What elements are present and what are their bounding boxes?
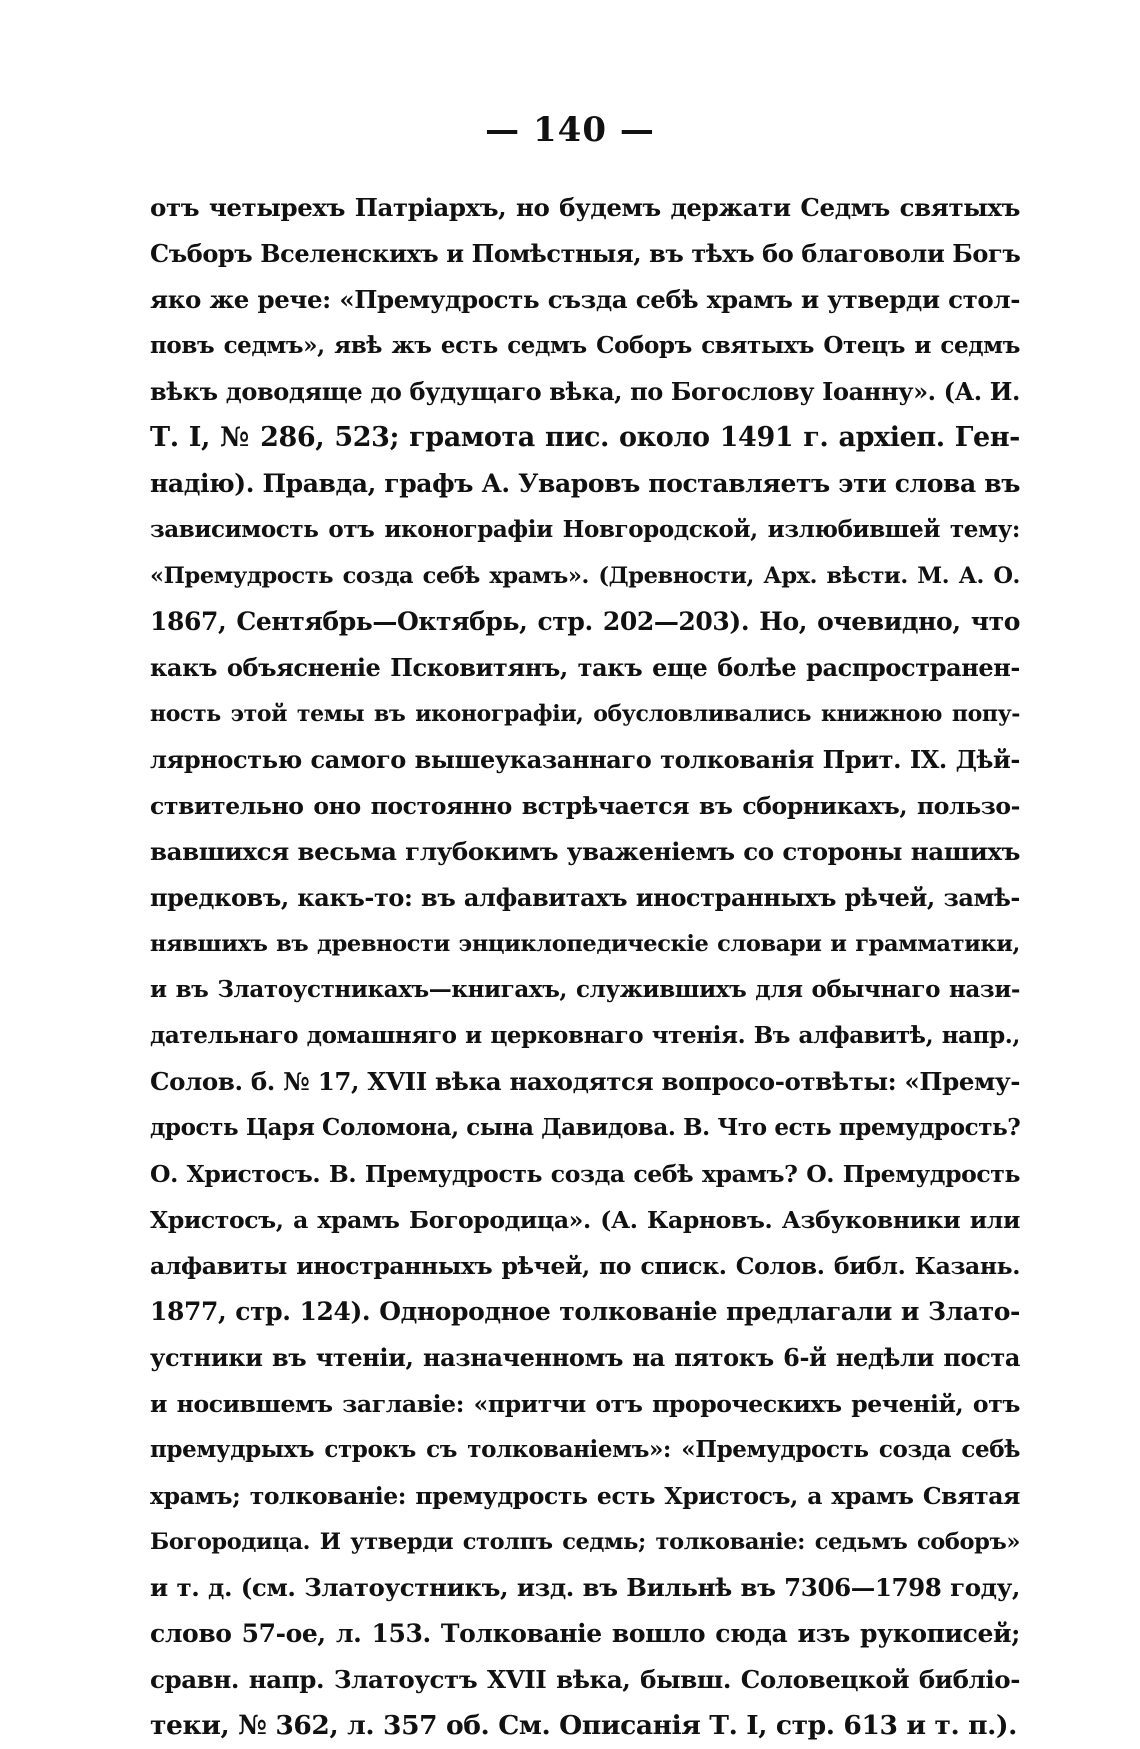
text-line: храмъ; толкованіе: премудрость есть Христосъ, а храмъ Святая — [150, 1482, 1020, 1510]
text-line: надію). Правда, графъ А. Уваровъ поставляетъ эти слова въ — [150, 469, 1020, 498]
text-line: Т. I, № 286, 523; грамота пис. около 1491 г. архіеп. Ген- — [150, 422, 1020, 453]
text-line: О. Христосъ. В. Премудрость созда себѣ храмъ? О. Премудрость — [150, 1160, 1020, 1188]
text-line: нявшихъ въ древности энциклопедическіе словари и грамматики, — [150, 931, 1020, 957]
text-line: и въ Златоустникахъ—книгахъ, служившихъ для обычнаго нази- — [150, 976, 1020, 1003]
text-line: зависимость отъ иконографіи Новгородской, излюбившей тему: — [150, 516, 1020, 543]
text-line: Богородица. И утверди столпъ седмь; толкованіе: седьмъ соборъ» — [150, 1529, 1020, 1555]
text-line: вавшихся весьма глубокимъ уваженіемъ со стороны нашихъ — [150, 837, 1020, 866]
text-line: повъ седмъ», явѣ жъ есть седмъ Соборъ святыхъ Отецъ и седмъ — [150, 332, 1020, 359]
text-line: дательнаго домашняго и церковнаго чтенія. Въ алфавитѣ, напр., — [150, 1022, 1020, 1049]
text-line: устники въ чтеніи, назначенномъ на пятокъ 6-й недѣли поста — [150, 1343, 1020, 1372]
text-line: алфавиты иностранныхъ рѣчей, по списк. Солов. библ. Казань. — [150, 1252, 1020, 1280]
text-line: ность этой темы въ иконографіи, обусловливались книжною попу- — [150, 701, 1020, 727]
text-line: 1877, стр. 124). Однородное толкованіе предлагали и Злато- — [150, 1297, 1020, 1326]
text-line: премудрыхъ строкъ съ толкованіемъ»: «Премудрость созда себѣ — [150, 1436, 1020, 1463]
text-line: яко же рече: «Премудрость създа себѣ храмъ и утверди стол- — [150, 285, 1020, 314]
text-line: отъ четырехъ Патріархъ, но будемъ держати Седмъ святыхъ — [150, 193, 1020, 222]
text-line: Съборъ Вселенскихъ и Помѣстныя, въ тѣхъ бо благоволи Богъ — [150, 239, 1021, 268]
text-line: предковъ, какъ-то: въ алфавитахъ иностранныхъ рѣчей, замѣ- — [150, 883, 1020, 912]
text-line: теки, № 362, л. 357 об. См. Описанія Т. I, стр. 613 и т. п.). — [150, 1710, 1017, 1741]
text-line: вѣкъ доводяще до будущаго вѣка, по Богослову Іоанну». (А. И. — [150, 377, 1020, 406]
text-line: сравн. напр. Златоустъ XVII вѣка, бывш. Соловецкой библіо- — [150, 1665, 1020, 1694]
text-line: какъ объясненіе Псковитянъ, такъ еще болѣе распространен- — [150, 653, 1020, 682]
text-line: лярностью самого вышеуказаннаго толкованія Прит. IX. Дѣй- — [150, 745, 1020, 774]
text-line: ствительно оно постоянно встрѣчается въ сборникахъ, пользо- — [150, 792, 1020, 820]
text-line: и носившемъ заглавіе: «притчи отъ пророческихъ реченій, отъ — [150, 1390, 1020, 1418]
body-text — [150, 185, 1020, 1749]
text-line: Солов. б. № 17, XVII вѣка находятся вопросо-отвѣты: «Прему- — [150, 1067, 1020, 1096]
text-line: 1867, Сентябрь—Октябрь, стр. 202—203). Но, очевидно, что — [150, 607, 1020, 636]
text-line: и т. д. (см. Златоустникъ, изд. въ Вильнѣ въ 7306—1798 году, — [150, 1573, 1020, 1602]
text-line: Христосъ, а храмъ Богородица». (А. Карновъ. Азбуковники или — [150, 1206, 1020, 1234]
page-number: — 140 — — [485, 110, 655, 150]
text-line: «Премудрость созда себѣ храмъ». (Древности, Арх. вѣсти. М. А. О. — [150, 563, 1020, 589]
text-line: дрость Царя Соломона, сына Давидова. В. Что есть премудрость? — [150, 1114, 1021, 1141]
text-line: слово 57-ое, л. 153. Толкованіе вошло сюда изъ рукописей; — [150, 1619, 1020, 1648]
